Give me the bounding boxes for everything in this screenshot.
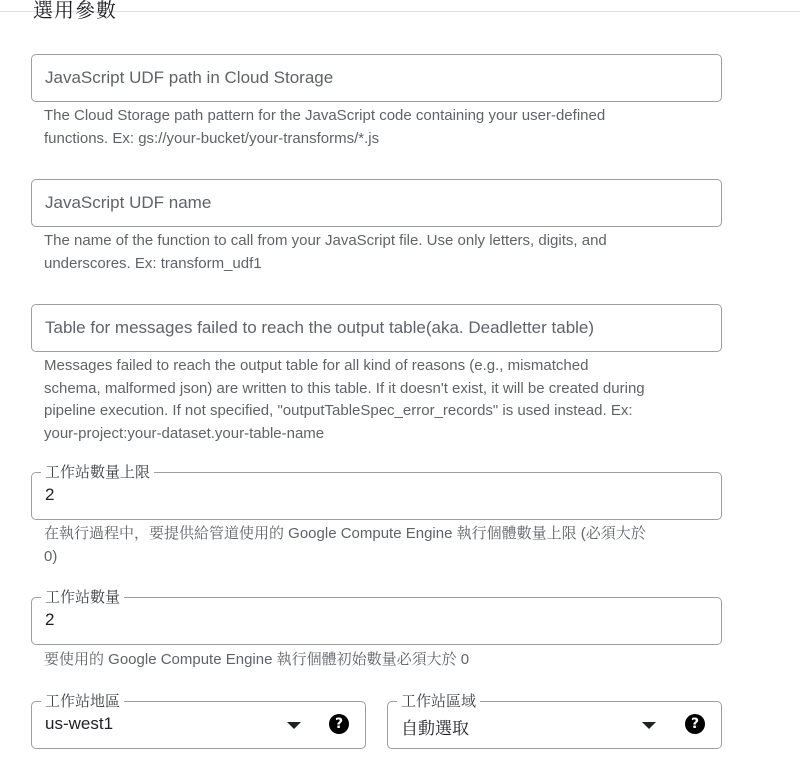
worker-region-value: us-west1 [45, 714, 114, 733]
chevron-down-icon[interactable] [642, 722, 656, 729]
deadletter-table-input[interactable] [31, 304, 722, 352]
section-title: 選用參數 [33, 0, 117, 22]
deadletter-placeholder: Table for messages failed to reach the output table(aka. Deadletter table) [45, 318, 595, 337]
max-workers-value: 2 [45, 485, 55, 504]
num-workers-value: 2 [45, 610, 55, 629]
num-workers-label: 工作站數量 [41, 587, 124, 607]
worker-region-select[interactable] [31, 692, 366, 749]
udf-name-placeholder: JavaScript UDF name [45, 193, 212, 212]
deadletter-hint: Messages failed to reach the output table for all kind of reasons (e.g., mismatched schema, malformed json) are written to this table. If it doesn't exist, it will be created during pipeline execution. If not specified, "outputTableSpec_error_records" is used instead. Ex: your-project:your-dataset.your-table-name [44, 357, 645, 442]
udf-path-placeholder: JavaScript UDF path in Cloud Storage [45, 68, 334, 87]
max-workers-hint: 在執行過程中，要提供給管道使用的 Google Compute Engine 執行個體數量上限 (必須大於 0) [44, 525, 646, 565]
udf-path-input[interactable] [31, 54, 722, 102]
chevron-down-icon[interactable] [287, 722, 301, 729]
help-icon[interactable]: ? [685, 714, 705, 734]
worker-zone-label: 工作站區域 [397, 691, 480, 711]
max-workers-label: 工作站數量上限 [41, 462, 154, 482]
udf-path-hint: The Cloud Storage path pattern for the JavaScript code containing your user-defined functions. Ex: gs://your-bucket/your-transforms/*.js [44, 107, 606, 147]
num-workers-hint: 要使用的 Google Compute Engine 執行個體初始數量必須大於 0 [44, 651, 470, 668]
worker-zone-value: 自動選取 [401, 719, 469, 738]
udf-name-input[interactable] [31, 179, 722, 227]
max-workers-input[interactable] [31, 463, 722, 520]
help-icon[interactable]: ? [329, 714, 349, 734]
num-workers-input[interactable] [31, 588, 722, 645]
worker-region-label: 工作站地區 [41, 691, 124, 711]
udf-name-hint: The name of the function to call from your JavaScript file. Use only letters, digits, and underscores. Ex: transform_udf1 [44, 232, 607, 272]
worker-zone-select[interactable] [387, 692, 722, 749]
top-divider [0, 11, 800, 12]
